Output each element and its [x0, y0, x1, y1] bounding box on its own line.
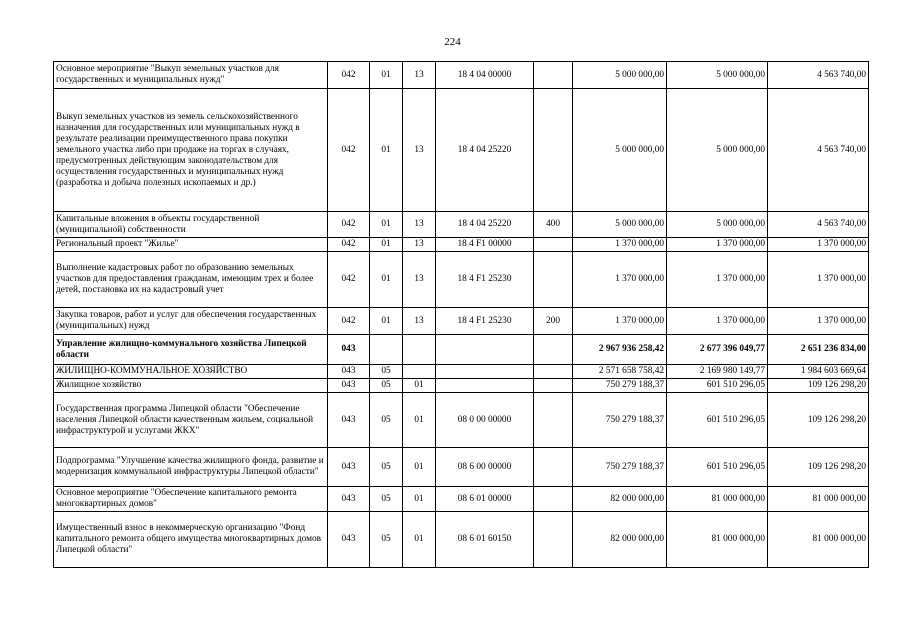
- amount-year-3: 4 563 740,00: [768, 89, 869, 212]
- table-row: [54, 393, 869, 448]
- row-name: Управление жилищно-коммунального хозяйства Липецкой области: [54, 335, 328, 365]
- amount-year-1: 5 000 000,00: [573, 212, 667, 238]
- ministry-code: 042: [328, 212, 370, 238]
- section-code: 01: [370, 308, 403, 335]
- section-code: 01: [370, 252, 403, 308]
- amount-year-1: 82 000 000,00: [573, 512, 667, 568]
- subsection-code: 13: [403, 252, 436, 308]
- row-name: Выполнение кадастровых работ по образованию земельных участков для предоставления гражданам, имеющим трех и более детей, постановка их на кадастровый учет: [54, 252, 328, 308]
- section-code: 05: [370, 487, 403, 512]
- ministry-code: 042: [328, 238, 370, 252]
- expense-type: [534, 379, 573, 393]
- amount-year-1: 2 571 658 758,42: [573, 365, 667, 379]
- amount-year-1: 2 967 936 258,42: [573, 335, 667, 365]
- ministry-code: 042: [328, 308, 370, 335]
- amount-year-2: 5 000 000,00: [667, 212, 768, 238]
- subsection-code: 01: [403, 512, 436, 568]
- amount-year-2: 2 169 980 149,77: [667, 365, 768, 379]
- target-article: [436, 335, 534, 365]
- amount-year-1: 5 000 000,00: [573, 89, 667, 212]
- table-row: [54, 252, 869, 308]
- amount-year-1: 82 000 000,00: [573, 487, 667, 512]
- amount-year-3: 109 126 298,20: [768, 393, 869, 448]
- target-article: 08 0 00 00000: [436, 393, 534, 448]
- amount-year-3: 4 563 740,00: [768, 212, 869, 238]
- amount-year-3: 109 126 298,20: [768, 379, 869, 393]
- section-code: 01: [370, 89, 403, 212]
- section-code: [370, 335, 403, 365]
- target-article: 08 6 01 00000: [436, 487, 534, 512]
- amount-year-3: 4 563 740,00: [768, 62, 869, 89]
- amount-year-2: 5 000 000,00: [667, 89, 768, 212]
- subsection-code: [403, 335, 436, 365]
- amount-year-3: 1 984 603 669,64: [768, 365, 869, 379]
- target-article: [436, 379, 534, 393]
- target-article: 18 4 F1 25230: [436, 308, 534, 335]
- subsection-code: 01: [403, 448, 436, 487]
- section-code: 01: [370, 212, 403, 238]
- subsection-code: 13: [403, 62, 436, 89]
- target-article: [436, 365, 534, 379]
- amount-year-3: 2 651 236 834,00: [768, 335, 869, 365]
- ministry-code: 042: [328, 62, 370, 89]
- row-name: Имущественный взнос в некоммерческую организацию "Фонд капитального ремонта общего имущества многоквартирных домов Липецкой области": [54, 512, 328, 568]
- expense-type: [534, 487, 573, 512]
- table-row: [54, 335, 869, 365]
- table-row: [54, 212, 869, 238]
- row-name: Закупка товаров, работ и услуг для обеспечения государственных (муниципальных) нужд: [54, 308, 328, 335]
- subsection-code: 01: [403, 487, 436, 512]
- amount-year-2: 1 370 000,00: [667, 238, 768, 252]
- target-article: 08 6 01 60150: [436, 512, 534, 568]
- target-article: 18 4 04 25220: [436, 89, 534, 212]
- ministry-code: 043: [328, 448, 370, 487]
- budget-table: [53, 61, 869, 568]
- section-code: 01: [370, 238, 403, 252]
- row-name: Выкуп земельных участков из земель сельскохозяйственного назначения для государственных или муниципальных нужд в результате реализации преимущественного права покупки земельного участка либо при продаже на торгах в случаях, предусмотренных действующим законодательством для осуществления государственных и муниципальных нужд (разработка и добыча полезных ископаемых и др.): [54, 89, 328, 212]
- ministry-code: 043: [328, 365, 370, 379]
- ministry-code: 043: [328, 393, 370, 448]
- expense-type: 400: [534, 212, 573, 238]
- expense-type: [534, 252, 573, 308]
- row-name: ЖИЛИЩНО-КОММУНАЛЬНОЕ ХОЗЯЙСТВО: [54, 365, 328, 379]
- subsection-code: 01: [403, 393, 436, 448]
- amount-year-2: 81 000 000,00: [667, 512, 768, 568]
- subsection-code: [403, 365, 436, 379]
- table-row: [54, 308, 869, 335]
- amount-year-1: 5 000 000,00: [573, 62, 667, 89]
- table-row: [54, 448, 869, 487]
- expense-type: [534, 335, 573, 365]
- amount-year-2: 1 370 000,00: [667, 252, 768, 308]
- amount-year-2: 601 510 296,05: [667, 379, 768, 393]
- subsection-code: 01: [403, 379, 436, 393]
- amount-year-2: 601 510 296,05: [667, 393, 768, 448]
- expense-type: [534, 393, 573, 448]
- row-name: Жилищное хозяйство: [54, 379, 328, 393]
- amount-year-1: 750 279 188,37: [573, 448, 667, 487]
- ministry-code: 043: [328, 512, 370, 568]
- expense-type: [534, 512, 573, 568]
- amount-year-2: 2 677 396 049,77: [667, 335, 768, 365]
- expense-type: [534, 448, 573, 487]
- expense-type: 200: [534, 308, 573, 335]
- target-article: 18 4 F1 00000: [436, 238, 534, 252]
- row-name: Региональный проект "Жилье": [54, 238, 328, 252]
- target-article: 18 4 04 25220: [436, 212, 534, 238]
- subsection-code: 13: [403, 89, 436, 212]
- page-number: 224: [444, 36, 461, 48]
- table-row: [54, 487, 869, 512]
- ministry-code: 042: [328, 252, 370, 308]
- subsection-code: 13: [403, 212, 436, 238]
- ministry-code: 043: [328, 487, 370, 512]
- row-name: Государственная программа Липецкой области "Обеспечение населения Липецкой области качественным жильем, социальной инфраструктурой и услугами ЖКХ": [54, 393, 328, 448]
- table-row: [54, 512, 869, 568]
- expense-type: [534, 89, 573, 212]
- section-code: 05: [370, 512, 403, 568]
- amount-year-3: 1 370 000,00: [768, 308, 869, 335]
- amount-year-1: 750 279 188,37: [573, 379, 667, 393]
- table-row: [54, 89, 869, 212]
- target-article: 08 6 00 00000: [436, 448, 534, 487]
- section-code: 05: [370, 393, 403, 448]
- ministry-code: 042: [328, 89, 370, 212]
- ministry-code: 043: [328, 335, 370, 365]
- expense-type: [534, 365, 573, 379]
- amount-year-2: 5 000 000,00: [667, 62, 768, 89]
- subsection-code: 13: [403, 308, 436, 335]
- amount-year-2: 81 000 000,00: [667, 487, 768, 512]
- table-row: [54, 365, 869, 379]
- row-name: Основное мероприятие "Выкуп земельных участков для государственных и муниципальных нужд": [54, 62, 328, 89]
- amount-year-3: 1 370 000,00: [768, 238, 869, 252]
- expense-type: [534, 238, 573, 252]
- table-row: [54, 238, 869, 252]
- row-name: Капитальные вложения в объекты государственной (муниципальной) собственности: [54, 212, 328, 238]
- section-code: 01: [370, 62, 403, 89]
- table-row: [54, 379, 869, 393]
- amount-year-2: 1 370 000,00: [667, 308, 768, 335]
- amount-year-3: 1 370 000,00: [768, 252, 869, 308]
- target-article: 18 4 F1 25230: [436, 252, 534, 308]
- row-name: Подпрограмма "Улучшение качества жилищного фонда, развитие и модернизация коммунальной инфраструктуры Липецкой области": [54, 448, 328, 487]
- amount-year-3: 109 126 298,20: [768, 448, 869, 487]
- amount-year-1: 1 370 000,00: [573, 308, 667, 335]
- amount-year-1: 1 370 000,00: [573, 252, 667, 308]
- amount-year-1: 750 279 188,37: [573, 393, 667, 448]
- amount-year-3: 81 000 000,00: [768, 512, 869, 568]
- ministry-code: 043: [328, 379, 370, 393]
- expense-type: [534, 62, 573, 89]
- amount-year-1: 1 370 000,00: [573, 238, 667, 252]
- row-name: Основное мероприятие "Обеспечение капитального ремонта многоквартирных домов": [54, 487, 328, 512]
- amount-year-3: 81 000 000,00: [768, 487, 869, 512]
- table-row: [54, 62, 869, 89]
- section-code: 05: [370, 379, 403, 393]
- section-code: 05: [370, 448, 403, 487]
- subsection-code: 13: [403, 238, 436, 252]
- target-article: 18 4 04 00000: [436, 62, 534, 89]
- section-code: 05: [370, 365, 403, 379]
- amount-year-2: 601 510 296,05: [667, 448, 768, 487]
